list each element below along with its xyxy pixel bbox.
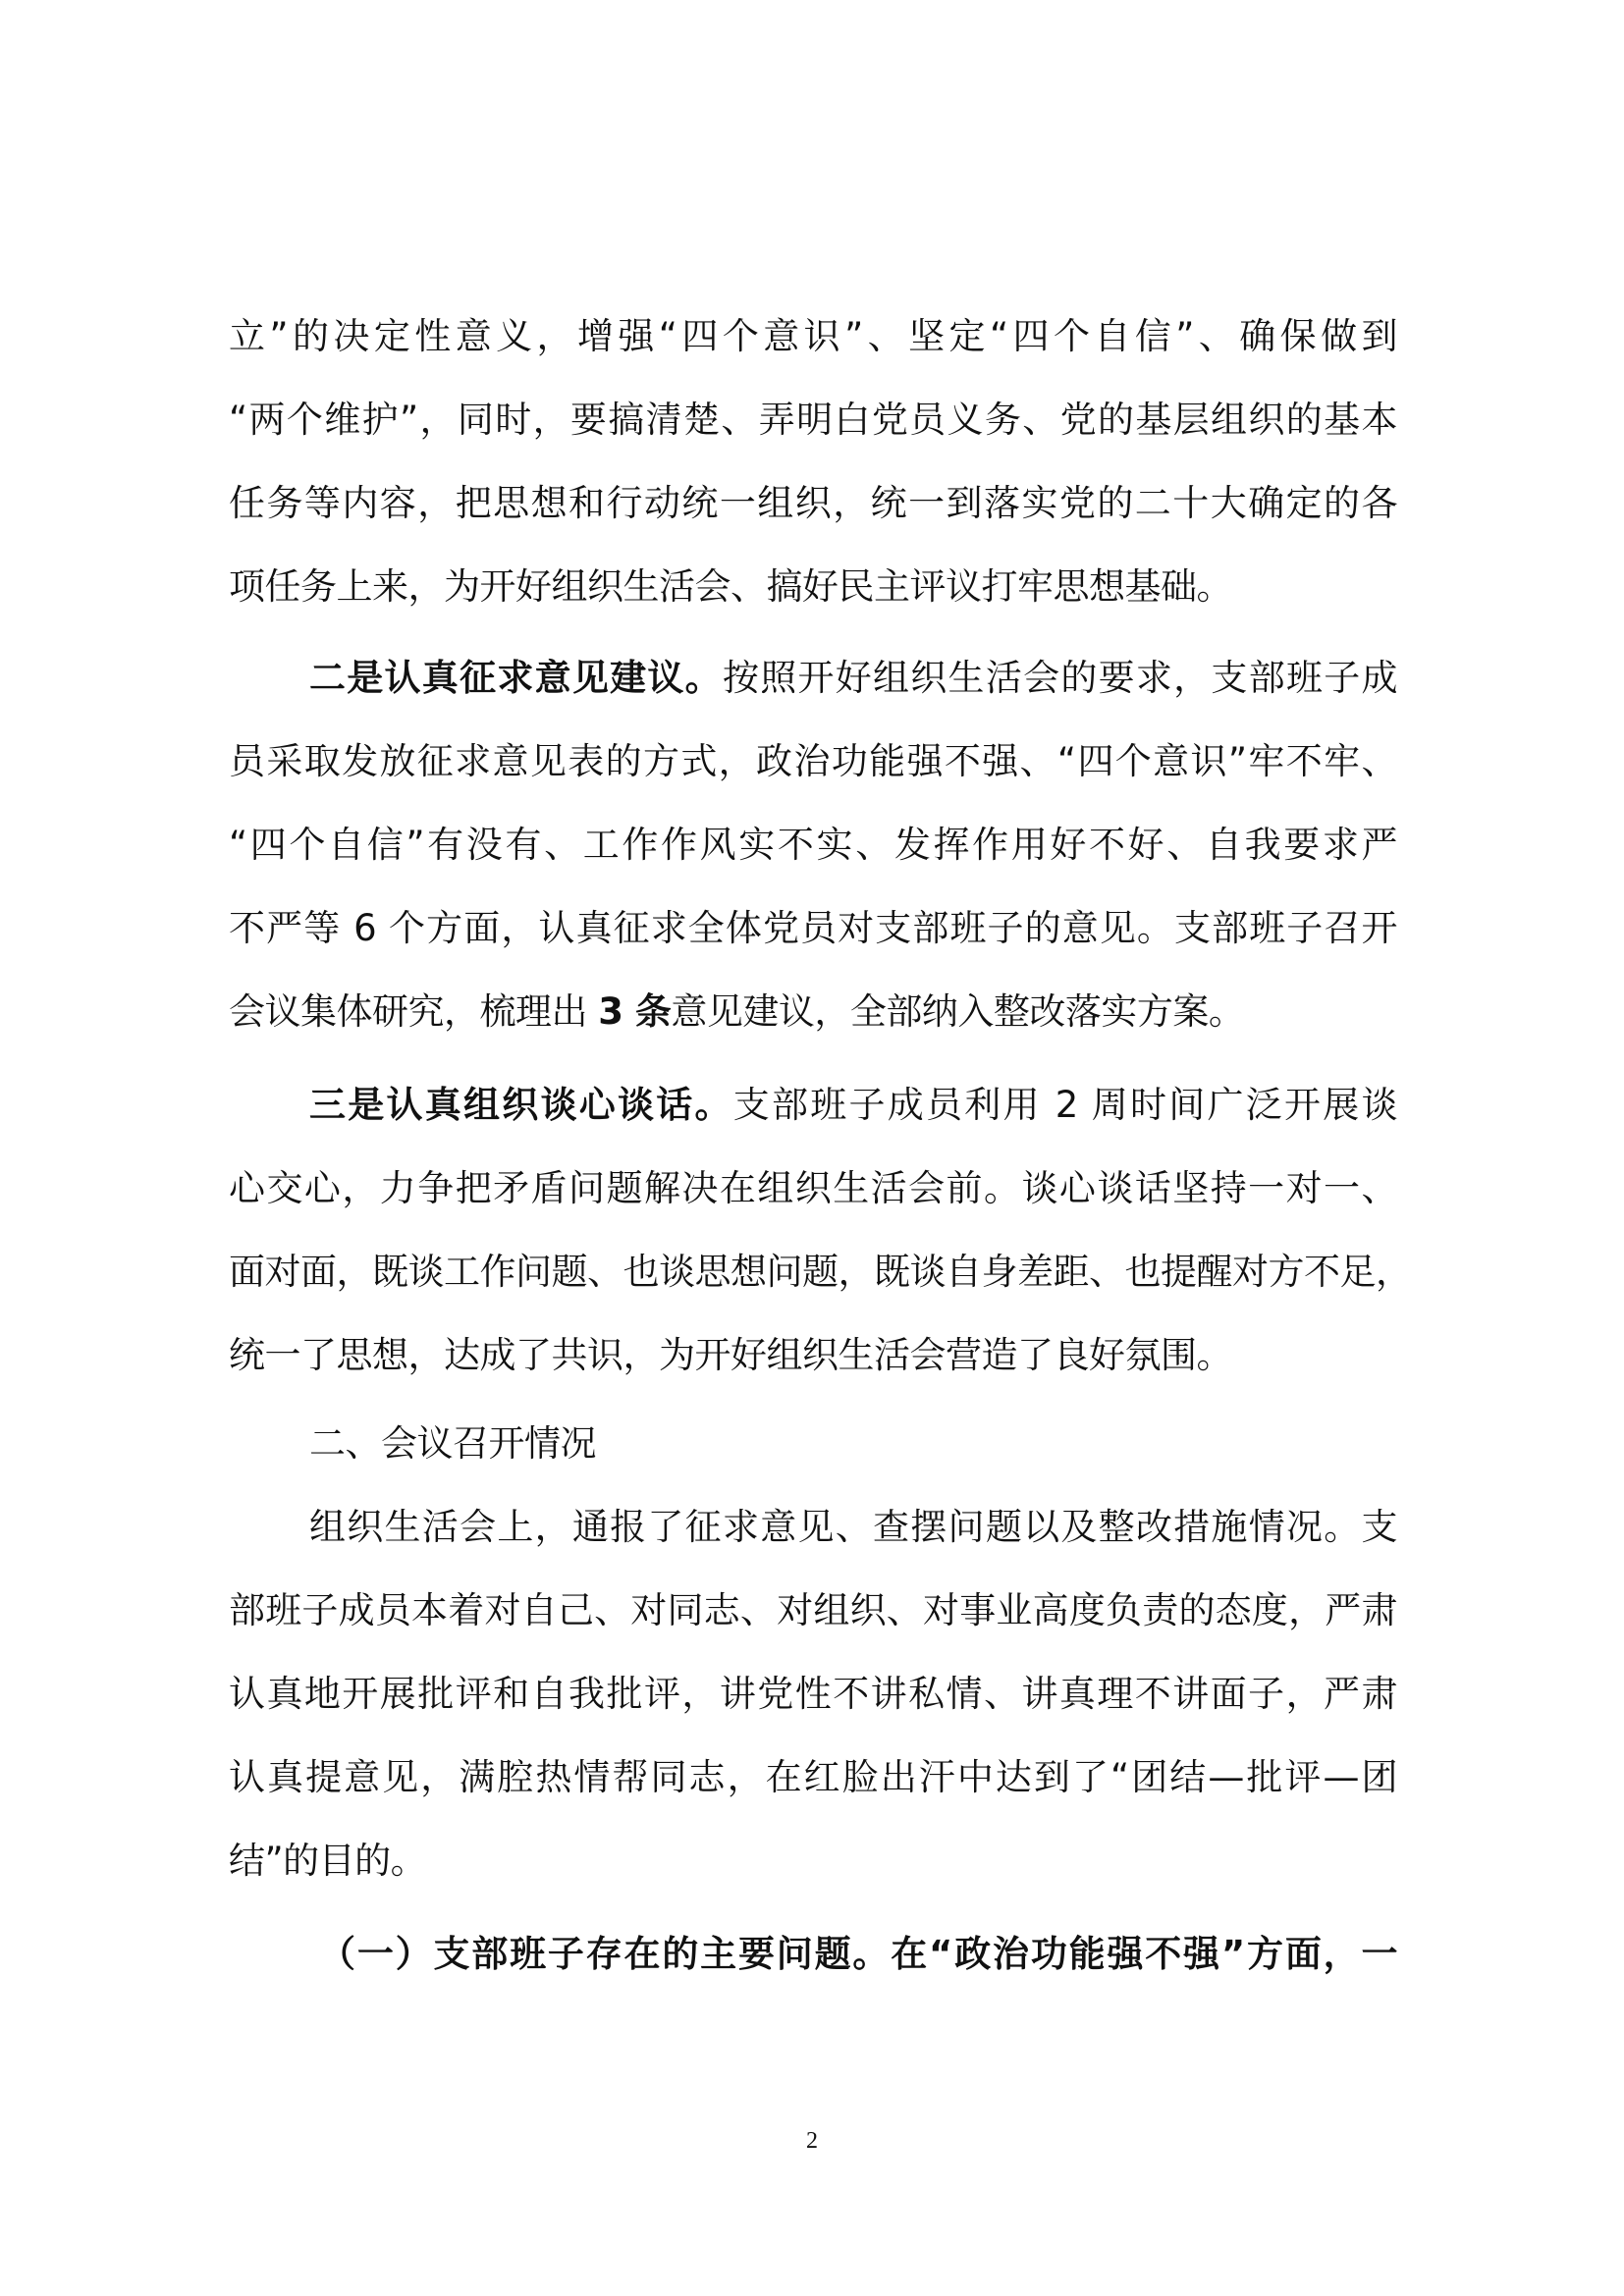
text-line: [229, 906, 1397, 951]
text-line: [309, 1083, 1397, 1128]
text-run: 面对面，既谈工作问题、也谈思想问题，既谈自身差距、也提醒对方不足，: [229, 1251, 1412, 1293]
page-number: 2: [806, 2128, 818, 2154]
text-line: [229, 398, 1397, 443]
bold-lead-phrase: 二是认真征求意见建议。: [309, 657, 723, 699]
section-heading: [309, 1421, 1397, 1467]
text-line: [229, 1672, 1397, 1717]
text-run: 任务等内容，把思想和行动统一组织，统一到落实党的二十大确定的各: [229, 482, 1397, 524]
text-line: [309, 656, 1397, 701]
text-run: 结”的目的。: [229, 1840, 427, 1882]
text-line: [229, 1839, 1397, 1884]
text-run: “四个自信”有没有、工作作风实不实、发挥作用好不好、自我要求严: [229, 824, 1397, 866]
text-line: [229, 1250, 1412, 1295]
text-line: [309, 1505, 1397, 1550]
text-run: 不严等 6 个方面，认真征求全体党员对支部班子的意见。支部班子召开: [229, 907, 1397, 949]
text-line: [229, 481, 1397, 526]
text-line: [229, 989, 1397, 1035]
text-run: 部班子成员本着对自己、对同志、对组织、对事业高度负责的态度，严肃: [229, 1589, 1397, 1631]
text-run: 认真地开展批评和自我批评，讲党性不讲私情、讲真理不讲面子，严肃: [229, 1673, 1397, 1715]
text-run: 心交心，力争把矛盾问题解决在组织生活会前。谈心谈话坚持一对一、: [229, 1167, 1397, 1209]
bold-count: 3 条: [598, 990, 672, 1033]
subheading-text: （一）支部班子存在的主要问题。在“政治功能强不强”方面，一: [319, 1933, 1397, 1975]
text-run: 项任务上来，为开好组织生活会、搞好民主评议打牢思想基础。: [229, 565, 1232, 608]
subheading-main-problems: [319, 1932, 1397, 1977]
heading-text: 二、会议召开情况: [309, 1422, 596, 1465]
text-line: [229, 1166, 1397, 1211]
text-run: 员采取发放征求意见表的方式，政治功能强不强、“四个意识”牢不牢、: [229, 740, 1397, 782]
text-line: [229, 1588, 1397, 1633]
text-run: 立”的决定性意义，增强“四个意识”、坚定“四个自信”、确保做到: [229, 315, 1397, 357]
text-line: [229, 1755, 1397, 1800]
text-run: 会议集体研究，梳理出: [229, 990, 599, 1033]
text-run: 组织生活会上，通报了征求意见、查摆问题以及整改措施情况。支: [309, 1506, 1397, 1548]
text-line: [229, 564, 1397, 610]
text-line: [229, 1333, 1397, 1378]
text-run: 支部班子成员利用 2 周时间广泛开展谈: [732, 1084, 1398, 1126]
bold-lead-phrase: 三是认真组织谈心谈话。: [309, 1084, 733, 1126]
text-run: “两个维护”，同时，要搞清楚、弄明白党员义务、党的基层组织的基本: [229, 399, 1397, 441]
text-line: [229, 823, 1397, 868]
text-line: [229, 314, 1397, 359]
text-run: 认真提意见，满腔热情帮同志，在红脸出汗中达到了“团结—批评—团: [229, 1756, 1397, 1798]
text-run: 意见建议，全部纳入整改落实方案。: [671, 990, 1245, 1033]
text-run: 按照开好组织生活会的要求，支部班子成: [722, 657, 1398, 699]
text-run: 统一了思想，达成了共识，为开好组织生活会营造了良好氛围。: [229, 1334, 1232, 1376]
text-line: [229, 739, 1397, 784]
